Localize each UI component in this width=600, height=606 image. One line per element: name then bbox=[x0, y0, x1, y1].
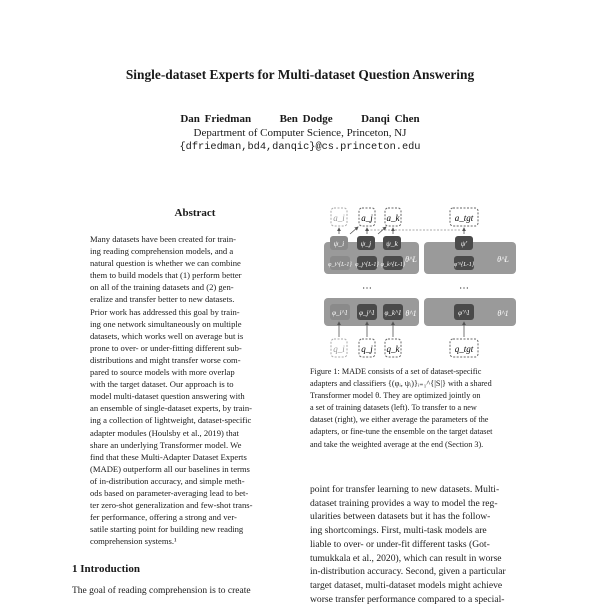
abstract-line: model multi-dataset question answering with bbox=[90, 391, 245, 402]
abstract-body bbox=[90, 233, 301, 547]
abstract-line: ing one network simultaneously on multiple bbox=[90, 318, 242, 329]
author-list bbox=[0, 113, 600, 125]
abstract-line: prone to over- or under-fitting different sub- bbox=[90, 342, 242, 353]
abstract-line: Many datasets have been created for train- bbox=[90, 234, 237, 244]
abstract-line: ter zero-shot generalization and few-shot trans- bbox=[90, 500, 253, 511]
author-name: Ben Dodge bbox=[279, 113, 333, 125]
author-email: {dfriedman,bd4,danqic}@cs.princeton.edu bbox=[179, 141, 421, 153]
classifier-label: ψ' bbox=[460, 239, 468, 248]
ellipsis: ⋯ bbox=[362, 283, 372, 294]
caption-line: dataset (right), we either average the parameters of the bbox=[310, 415, 489, 425]
question-label: q_j bbox=[361, 344, 373, 354]
abstract-line: satile starting point for building new reading bbox=[90, 524, 244, 535]
body-line: liable to over- or under-fit different tasks (Got- bbox=[310, 538, 490, 550]
abstract-line: of in-distribution accuracy, and simple meth- bbox=[90, 475, 245, 486]
abstract-line: share an underlying Transformer model. We bbox=[90, 439, 242, 450]
classifier-label: ψ_j bbox=[360, 239, 372, 248]
author-name: Danqi Chen bbox=[361, 113, 420, 125]
abstract-line: eralize and transfer better to new datasets. bbox=[90, 294, 235, 305]
theta-label: θ^1 bbox=[497, 309, 509, 318]
abstract-line: an ensemble of single-dataset experts, by train- bbox=[90, 403, 253, 414]
abstract-line: adapter modules (Houlsby et al., 2019) that bbox=[90, 427, 239, 438]
abstract-line: ing reading comprehension models, and a bbox=[90, 246, 234, 257]
body-line: in-distribution accuracy. Second, given a particular bbox=[310, 566, 506, 578]
section-first-line: The goal of reading comprehension is to create bbox=[72, 586, 251, 596]
abstract-line: ods based on parameter-averaging lead to bet- bbox=[90, 487, 249, 498]
paper-title: Single-dataset Experts for Multi-dataset Question Answering bbox=[125, 67, 475, 82]
abstract-heading: Abstract bbox=[174, 207, 216, 219]
adapter-label: φ_j^1 bbox=[359, 309, 375, 317]
body-line: worse transfer performance compared to a special- bbox=[310, 593, 505, 605]
question-label: q_tgt bbox=[454, 344, 474, 354]
affiliation: Department of Computer Science, Princeton, NJ bbox=[193, 127, 407, 139]
abstract-line: them to build models that (1) perform better bbox=[90, 270, 242, 281]
figure-caption bbox=[310, 366, 532, 451]
question-label: q_k bbox=[386, 344, 400, 354]
abstract-line: (MADE) outperform all our baselines in terms bbox=[90, 463, 250, 474]
ellipsis: ⋯ bbox=[459, 283, 469, 294]
answer-label: a_j bbox=[361, 213, 373, 223]
caption-line: and take the weighted average at the end (Section 3). bbox=[310, 439, 484, 449]
flow-arrow bbox=[350, 227, 358, 234]
adapter-label: φ_k^{L-1} bbox=[380, 262, 406, 268]
answer-label: a_i bbox=[333, 213, 345, 223]
classifier-label: ψ_k bbox=[386, 239, 398, 248]
author-name: Dan Friedman bbox=[180, 113, 252, 125]
body-line: dataset training provides a way to model the reg- bbox=[310, 497, 498, 509]
answer-label: a_tgt bbox=[454, 213, 474, 223]
body-line: point for transfer learning to new datasets. Multi- bbox=[310, 484, 500, 495]
caption-line: adapters, or fine-tune the ensemble on the target dataset bbox=[310, 427, 493, 437]
answer-label: a_k bbox=[386, 213, 400, 223]
right-column-body bbox=[310, 483, 532, 606]
body-line: ing shortcomings. First, multi-task models are bbox=[310, 525, 487, 537]
adapter-label: φ_i^{L-1} bbox=[328, 262, 352, 268]
adapter-label: φ'^{L-1} bbox=[453, 262, 475, 268]
abstract-line: Prior work has addressed this goal by train- bbox=[90, 306, 240, 317]
caption-line: Figure 1: MADE consists of a set of dataset-specific bbox=[310, 367, 482, 376]
made-architecture-diagram bbox=[320, 200, 520, 360]
abstract-line: pared to source models with more overlap bbox=[90, 367, 235, 378]
caption-line: a set of training datasets (left). To transfer to a new bbox=[310, 403, 477, 413]
body-line: tumukkala et al., 2020), which can result in worse bbox=[310, 552, 502, 564]
theta-label: θ^L bbox=[497, 255, 509, 264]
body-line: ularities between datasets but it has the follow- bbox=[310, 511, 491, 523]
caption-line: adapters and classifiers {(φᵢ, ψᵢ)}ᵢ₌₁^{|S|} with a shared bbox=[310, 379, 492, 389]
abstract-line: find that these Multi-Adapter Dataset Experts bbox=[90, 451, 247, 462]
abstract-line: natural question is whether we can combine bbox=[90, 258, 241, 269]
abstract-line: datasets, which works well on average but is bbox=[90, 330, 244, 341]
classifier-label: ψ_i bbox=[333, 239, 345, 248]
adapter-label: φ'^1 bbox=[458, 309, 470, 317]
abstract-line: distributions and might transfer worse com- bbox=[90, 354, 241, 365]
adapter-label: φ_i^1 bbox=[332, 309, 348, 317]
section-heading: 1 Introduction bbox=[72, 563, 140, 575]
flow-arrow bbox=[378, 227, 386, 234]
abstract-line: ing a collection of lightweight, dataset-specific bbox=[90, 415, 252, 426]
abstract-line: comprehension systems.¹ bbox=[90, 536, 177, 547]
adapter-label: φ_k^1 bbox=[384, 309, 402, 317]
abstract-line: with the target dataset. Our approach is to bbox=[90, 379, 234, 390]
body-line: target dataset, multi-dataset models might achieve bbox=[310, 579, 503, 591]
caption-line: Transformer model θ. They are optimized jointly on bbox=[310, 391, 481, 401]
theta-label: θ^L bbox=[405, 255, 417, 264]
question-label: q_i bbox=[333, 344, 345, 354]
abstract-line: on all of the training datasets and (2) gen- bbox=[90, 282, 234, 293]
adapter-label: φ_j^{L-1} bbox=[355, 262, 379, 268]
theta-label: θ^1 bbox=[405, 309, 417, 318]
abstract-line: fer performance, offering a strong and ver- bbox=[90, 512, 237, 523]
